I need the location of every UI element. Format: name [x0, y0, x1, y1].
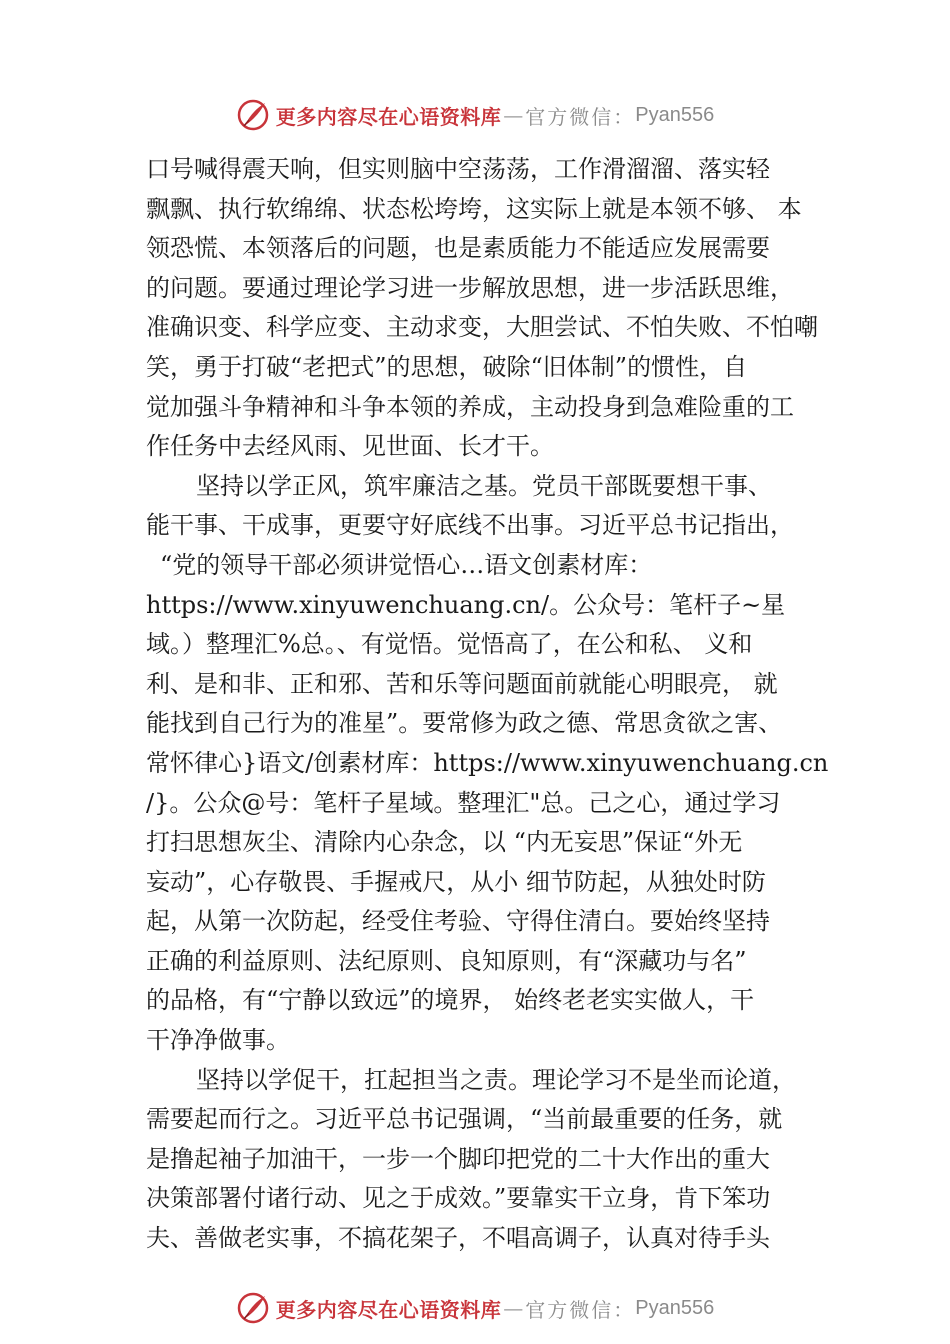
body-line: https://www.xinyuwenchuang.cn/。公众号：笔杆子~星 [146, 590, 786, 619]
body-line: 夫、善做老实事，不搞花架子，不唱高调子，认真对待手头 [146, 1224, 770, 1253]
body-line: 域。）整理汇%总。、有觉悟。觉悟高了，在公和私、 义和 [146, 630, 753, 659]
body-line: 打扫思想灰尘、清除内心杂念，以 “内无妄思”保证“外无 [146, 828, 743, 857]
footer-banner-label: 官方微信： [525, 1297, 636, 1322]
body-line: 常怀律心}语文/创素材库：https://www.xinyuwenchuang.cn [146, 748, 829, 777]
body-line: 利、是和非、正和邪、苦和乐等问题面前就能心明眼亮， 就 [146, 669, 778, 698]
header-banner-wechat-id: Pyan556 [635, 103, 715, 126]
body-line: 飘飘、执行软绵绵、状态松垮垮，这实际上就是本领不够、 本 [146, 194, 802, 223]
quill-logo-icon [236, 98, 270, 132]
body-line: 准确识变、科学应变、主动求变，大胆尝试、不怕失败、不怕嘲 [146, 313, 818, 342]
body-line: 领恐慌、本领落后的问题，也是素质能力不能适应发展需要 [146, 234, 770, 263]
document-body [146, 150, 829, 1259]
body-line: /}。公众@号：笔杆子星域。整理汇"总。己之心，通过学习 [146, 788, 781, 817]
header-banner-title: 更多内容尽在心语资料库 [275, 104, 502, 129]
quill-logo-icon [236, 1291, 270, 1325]
body-line: 觉加强斗争精神和斗争本领的养成，主动投身到急难险重的工 [146, 392, 794, 421]
body-line: 笑，勇于打破“老把式”的思想，破除“旧体制”的惯性，自 [146, 352, 748, 381]
footer-banner-separator: — [503, 1296, 524, 1320]
body-line: 妄动”，心存敬畏、手握戒尺，从小 细节防起，从独处时防 [146, 867, 766, 896]
body-line: 能干事、干成事，更要守好底线不出事。习近平总书记指出， [146, 511, 794, 540]
body-line: 起，从第一次防起，经受住考验、守得住清白。要始终坚持 [146, 907, 770, 936]
paragraph-first-line: 坚持以学促干，扛起担当之责。理论学习不是坐而论道， [196, 1065, 796, 1094]
body-line: 作任务中去经风雨、见世面、长才干。 [146, 432, 554, 461]
header-banner-separator: — [503, 103, 524, 127]
body-line: “党的领导干部必须讲觉悟心…语文创素材库： [160, 550, 653, 579]
body-line: 能找到自己行为的准星”。要常修为政之德、常思贪欲之害、 [146, 709, 783, 738]
header-banner [0, 95, 950, 135]
body-line: 的品格，有“宁静以致远”的境界， 始终老老实实做人，干 [146, 986, 755, 1015]
footer-banner-wechat-id: Pyan556 [635, 1296, 715, 1319]
body-line: 口号喊得震天响，但实则脑中空荡荡，工作滑溜溜、落实轻 [146, 155, 770, 183]
footer-banner-title: 更多内容尽在心语资料库 [275, 1297, 502, 1322]
paragraph-first-line: 坚持以学正风，筑牢廉洁之基。党员干部既要想干事、 [196, 471, 772, 500]
body-line: 需要起而行之。习近平总书记强调，“当前最重要的任务，就 [146, 1105, 783, 1134]
body-line: 干净净做事。 [146, 1026, 290, 1055]
body-line: 的问题。要通过理论学习进一步解放思想，进一步活跃思维， [146, 273, 794, 302]
body-line: 正确的利益原则、法纪原则、良知原则，有“深藏功与名” [146, 946, 747, 975]
footer-banner [0, 1288, 950, 1328]
body-line: 是撸起袖子加油干，一步一个脚印把党的二十大作出的重大 [146, 1144, 770, 1173]
body-line: 决策部署付诸行动、见之于成效。”要靠实干立身，肯下笨功 [146, 1184, 771, 1213]
header-banner-label: 官方微信： [525, 104, 636, 129]
